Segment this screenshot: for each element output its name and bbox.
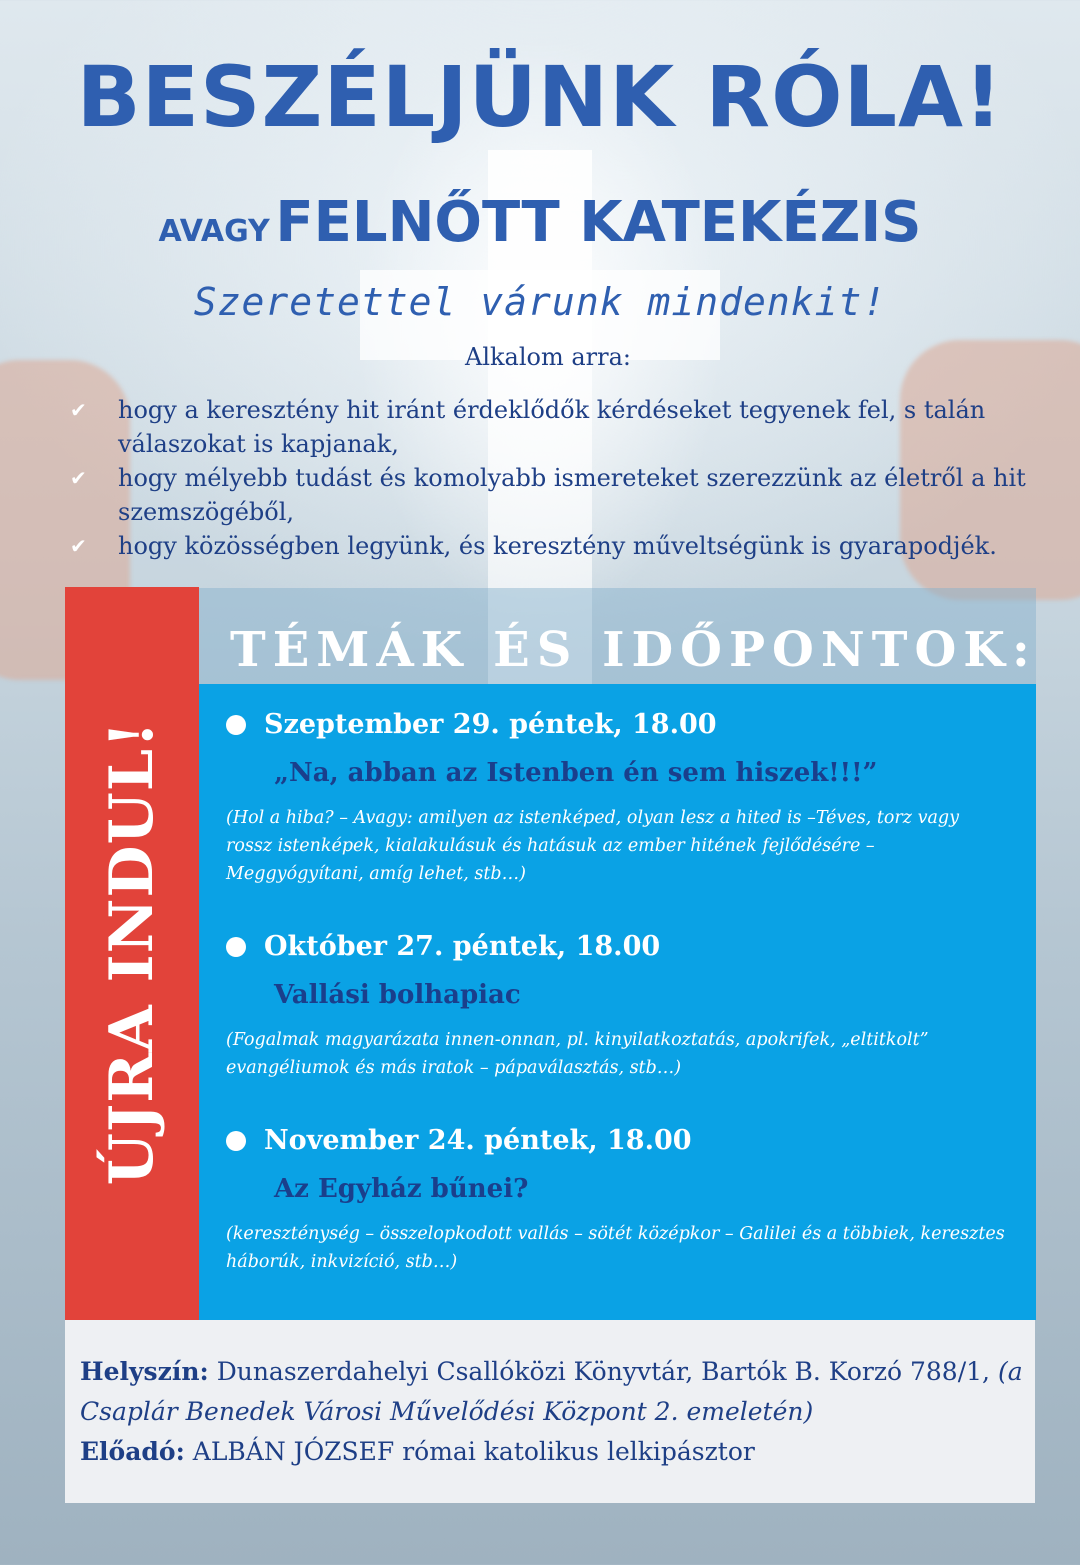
topics-heading: TÉMÁK ÉS IDŐPONTOK: [230, 622, 1037, 678]
checkmark-icon: ✔ [70, 398, 87, 422]
purpose-list [70, 393, 1045, 563]
poster-title: BESZÉLJÜNK RÓLA! [76, 48, 1004, 146]
info-footer [65, 1320, 1035, 1503]
list-item-text: hogy közösségben legyünk, és keresztény műveltségünk is gyarapodjék. [118, 532, 997, 560]
event-item [226, 1127, 1006, 1276]
event-title: Az Egyház bűnei? [274, 1174, 529, 1204]
dot-icon [226, 715, 246, 735]
event-date [226, 933, 1006, 960]
side-banner-text: ÚJRA INDUL! [97, 720, 167, 1186]
dot-icon [226, 1131, 246, 1151]
event-date [226, 1127, 1006, 1154]
event-description: (Hol a hiba? – Avagy: amilyen az istenképed, olyan lesz a hited is –Téves, torz vagy rossz istenképek, kialakulásuk és hatásuk az ember hitének fejlődésére – Meggyógyítani, amíg lehet, stb…) [226, 808, 959, 884]
poster-subtitle [0, 190, 1080, 255]
checkmark-icon: ✔ [70, 534, 87, 558]
event-date-text: Szeptember 29. péntek, 18.00 [264, 709, 717, 740]
location-note: (a Csaplár Benedek Városi Művelődési Központ 2. emeletén) [80, 1357, 1023, 1426]
intro-text: Alkalom arra: [464, 343, 632, 371]
list-item [70, 393, 1045, 461]
list-item-text: hogy a keresztény hit iránt érdeklődők kérdéseket tegyenek fel, s talán válaszokat is kapjanak, [118, 396, 986, 458]
dot-icon [226, 937, 246, 957]
location-value: Dunaszerdahelyi Csallóközi Könyvtár, Bartók B. Korzó 788/1, [216, 1357, 990, 1386]
list-item [70, 529, 1045, 563]
subtitle-main: FELNŐTT KATEKÉZIS [275, 190, 922, 255]
list-item-text: hogy mélyebb tudást és komolyabb ismereteket szerezzünk az életről a hit szemszögéből, [118, 464, 1026, 526]
event-date [226, 711, 1006, 738]
event-date-text: November 24. péntek, 18.00 [264, 1125, 692, 1156]
event-date-text: Október 27. péntek, 18.00 [264, 931, 661, 962]
tagline: Szeretettel várunk mindenkit! [193, 280, 887, 324]
speaker-line [80, 1432, 1025, 1472]
event-item [226, 933, 1006, 1082]
list-item [70, 461, 1045, 529]
event-title: Vallási bolhapiac [274, 980, 521, 1010]
subtitle-prefix: AVAGY [158, 214, 270, 249]
speaker-value: ALBÁN JÓZSEF római katolikus lelkipásztor [192, 1437, 755, 1466]
event-item [226, 711, 1006, 888]
speaker-label: Előadó: [80, 1437, 185, 1466]
location-label: Helyszín: [80, 1357, 209, 1386]
event-title: „Na, abban az Istenben én sem hiszek!!!” [274, 758, 878, 788]
event-description: (Fogalmak magyarázata innen-onnan, pl. kinyilatkoztatás, apokrifek, „eltitkolt” evangéliumok és más iratok – pápaválasztás, stb…) [226, 1030, 929, 1078]
event-description: (kereszténység – összelopkodott vallás – sötét középkor – Galilei és a többiek, keresztes háborúk, inkvizíció, stb…) [226, 1224, 1005, 1272]
location-line [80, 1352, 1025, 1432]
checkmark-icon: ✔ [70, 466, 87, 490]
